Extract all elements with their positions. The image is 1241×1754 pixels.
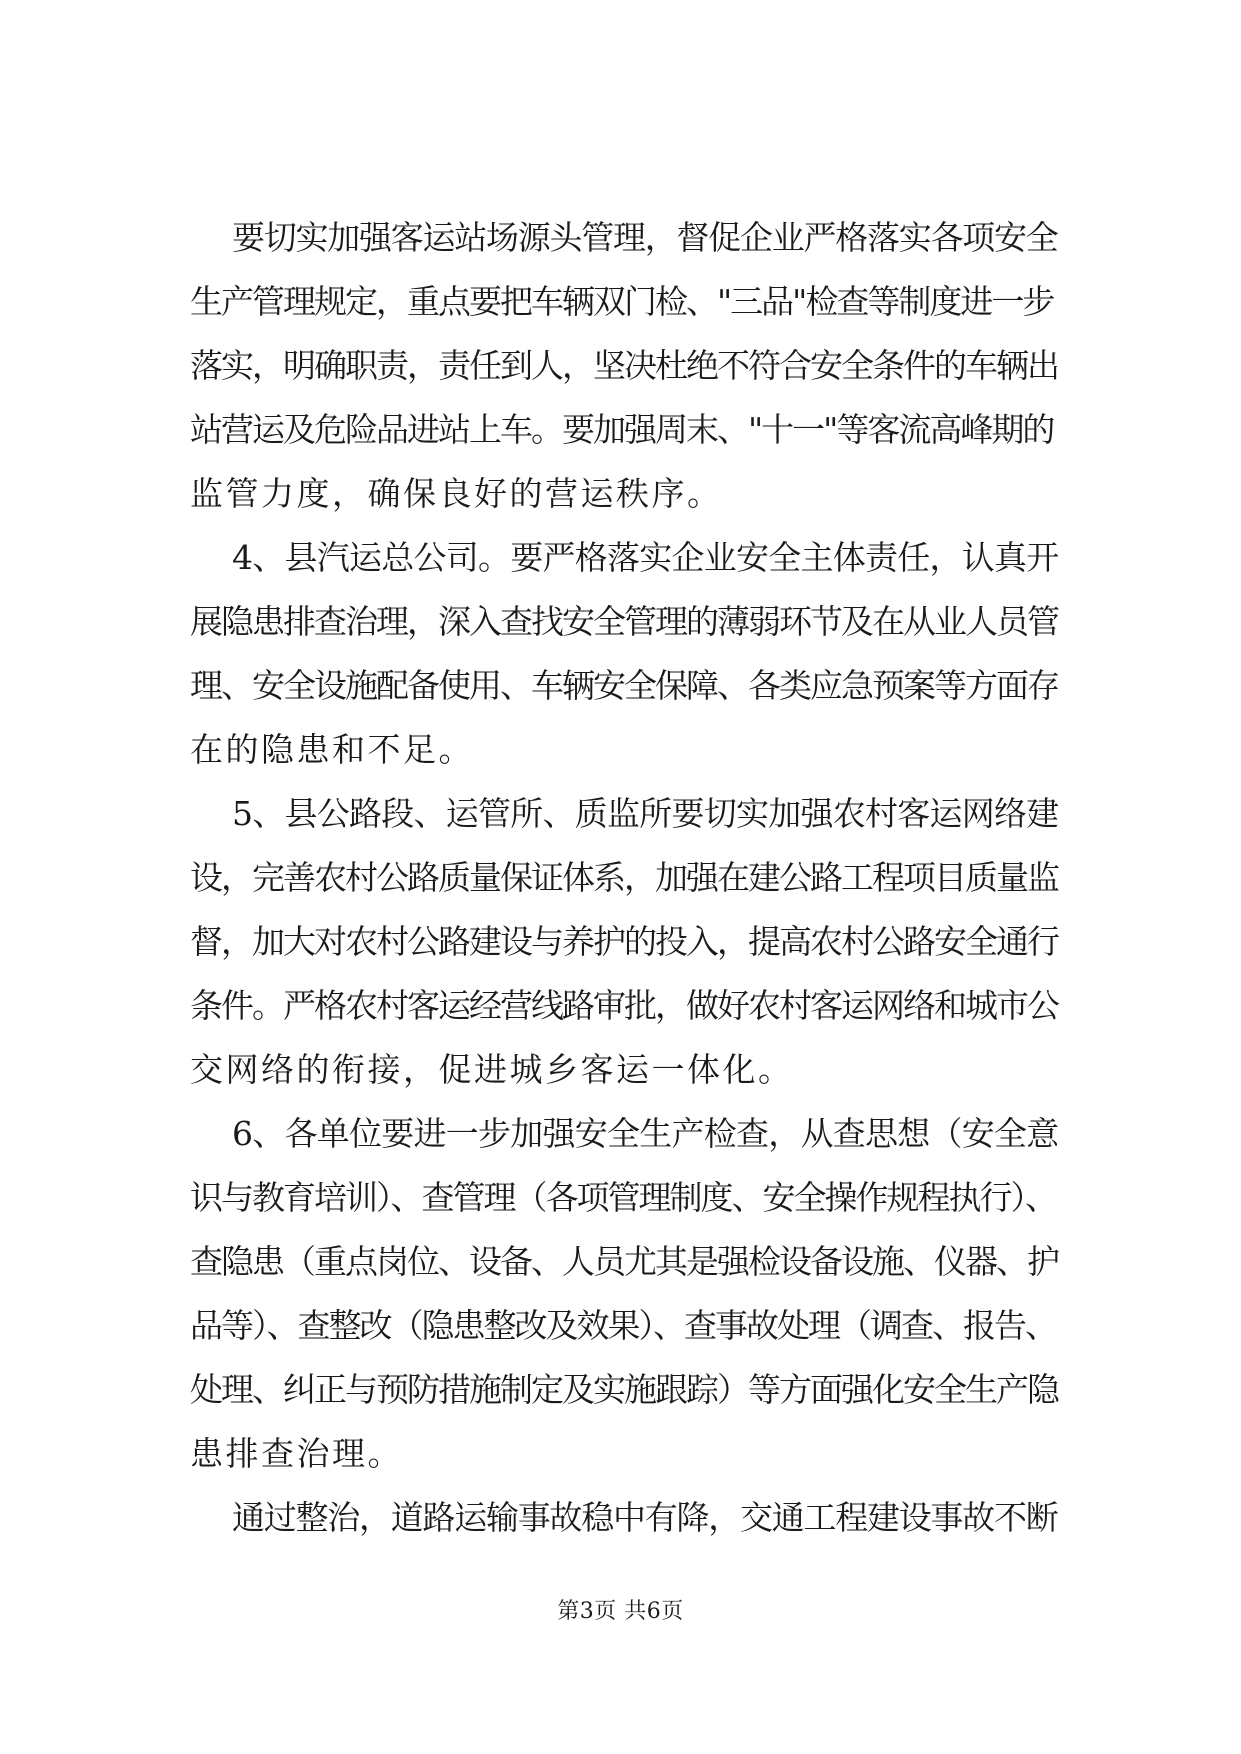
text-line: 要切实加强客运站场源头管理，督促企业严格落实各项安全 [232, 218, 1058, 257]
text-line: 监管力度，确保良好的营运秩序。 [190, 474, 723, 513]
text-line: 4、县汽运总公司。要严格落实企业安全主体责任，认真开 [232, 538, 1059, 577]
text-line: 识与教育培训）、查管理（各项管理制度、安全操作规程执行）、 [190, 1178, 1056, 1217]
text-line: 在的隐患和不足。 [190, 730, 474, 769]
text-line: 督，加大对农村公路建设与养护的投入，提高农村公路安全通行 [190, 922, 1058, 961]
text-line: 生产管理规定，重点要把车辆双门检、"三品"检查等制度进一步 [190, 282, 1054, 321]
text-line: 交网络的衔接，促进城乡客运一体化。 [190, 1050, 794, 1089]
page-footer: 第3页 共6页 [557, 1599, 684, 1624]
text-line: 品等）、查整改（隐患整改及效果）、查事故处理（调查、报告、 [190, 1306, 1056, 1345]
text-line: 处理、纠正与预防措施制定及实施跟踪）等方面强化安全生产隐 [190, 1370, 1058, 1409]
text-line: 5、县公路段、运管所、质监所要切实加强农村客运网络建 [232, 794, 1059, 833]
text-line: 展隐患排查治理，深入查找安全管理的薄弱环节及在从业人员管 [190, 602, 1058, 641]
text-line: 患排查治理。 [190, 1434, 403, 1473]
text-line: 6、各单位要进一步加强安全生产检查，从查思想（安全意 [232, 1114, 1059, 1153]
text-line: 通过整治，道路运输事故稳中有降，交通工程建设事故不断 [232, 1498, 1058, 1537]
text-line: 设，完善农村公路质量保证体系，加强在建公路工程项目质量监 [190, 858, 1058, 897]
text-line: 理、安全设施配备使用、车辆安全保障、各类应急预案等方面存 [190, 666, 1058, 705]
text-line: 条件。严格农村客运经营线路审批，做好农村客运网络和城市公 [190, 986, 1058, 1025]
text-line: 查隐患（重点岗位、设备、人员尤其是强检设备设施、仪器、护 [190, 1242, 1058, 1281]
text-line: 落实，明确职责，责任到人，坚决杜绝不符合安全条件的车辆出 [190, 346, 1058, 385]
text-line: 站营运及危险品进站上车。要加强周末、"十一"等客流高峰期的 [190, 410, 1054, 449]
